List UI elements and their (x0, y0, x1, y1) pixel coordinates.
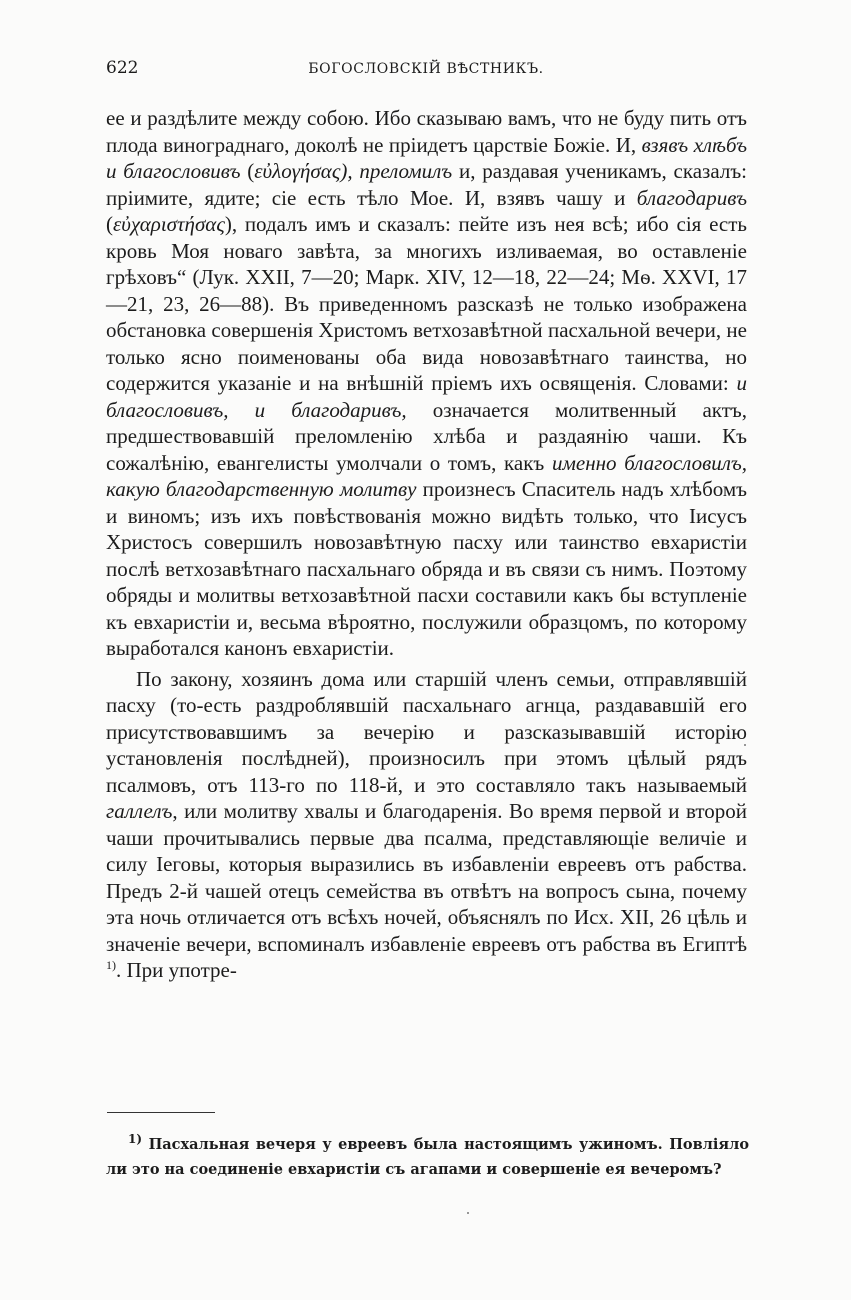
p1-text-3: и, раздавая ученикамъ, сказалъ: пріимите, ядите; сіе есть тѣло Мое. И, взявъ чашу и (106, 159, 748, 210)
p2-text-2: , или молитву хвалы и благодаренія. Во время первой и второй чаши прочитывались первые два псалма, представляющіе величіе и силу Іеговы, которыя выразились въ избавленіи евреевъ отъ рабства. Предъ 2-й чашей отецъ семейства въ отвѣтъ на вопросъ сына, почему эта ночь отличается отъ всѣхъ ночей, объяснялъ по Исх. XII, 26 цѣль и значеніе вечери, вспоминалъ избавленіе евреевъ отъ рабства въ Египтѣ (106, 799, 747, 956)
running-title: БОГОСЛОВСКІЙ ВѢСТНИКЪ. (308, 61, 544, 77)
p1-italic-1: взявъ хлѣбъ и благословивъ (106, 132, 747, 183)
paragraph-2 (106, 666, 747, 984)
footnote-reference[interactable]: 1) (106, 958, 116, 972)
p1-italic-3: благодаривъ (636, 185, 748, 210)
p2-text-1: По закону, хозяинъ дома или старшій членъ семьи, отправлявшій пасху (то-есть раздроблявшій пасхальнаго агнца, раздававшій его присутствовавшимъ за вечерію и разсказывавшій исторію установленія послѣдней), произносилъ при этомъ цѣлый рядъ псалмовъ, отъ 113-го по 118-й, и это составляло такъ называемый (106, 666, 747, 797)
footnote-text-block (106, 1132, 749, 1182)
p1-italic-4: εὐχαριστήσας (113, 212, 225, 236)
p1-text-1: ее и раздѣлите между собою. Ибо сказываю вамъ, что не буду пить отъ плода винограднаго, доколѣ не пріидетъ царствіе Божіе. И, (106, 106, 747, 157)
scan-speck (744, 744, 746, 746)
p1-text-6: означается молитвенный актъ, предшествовавшій преломленію хлѣба и раздаянію чаши. Къ сожалѣнію, евангелисты умолчали о томъ, какъ (106, 397, 747, 475)
p1-italic-6: именно благословилъ, какую благодарственную молитву (106, 450, 748, 501)
p1-italic-5: и благословивъ, и благодаривъ, (106, 371, 748, 422)
p2-text-3: . При употре- (116, 958, 237, 982)
page-number: 622 (106, 58, 139, 78)
paragraph-1 (106, 105, 747, 662)
p2-italic-1: галлелъ (106, 799, 173, 823)
p1-text-5: ), подалъ имъ и сказалъ: пейте изъ нея всѣ; ибо сія есть кровь Моя новаго завѣта, за многихъ изливаемая, во оставленіе грѣховъ“ (Лук. XXII, 7—20; Марк. XIV, 12—18, 22—24; Мѳ. XXVI, 17—21, 23, 26—88). Въ приведенномъ разсказѣ не только изображена обстановка совершенія Христомъ ветхозавѣтной пасхальной вечери, не только ясно поименованы оба вида новозавѣтнаго таинства, но содержится указаніе и на внѣшній пріемъ ихъ освященія. Словами: (106, 212, 747, 395)
footnote-marker: 1) (128, 1132, 143, 1147)
p1-text-4: ( (106, 212, 113, 236)
page-header (106, 58, 746, 82)
footnote (106, 1132, 749, 1182)
main-text (106, 105, 747, 984)
scan-speck (467, 1212, 469, 1214)
p1-text-7: произнесъ Спаситель надъ хлѣбомъ и виномъ; изъ ихъ повѣствованія можно видѣть только, что Іисусъ Христосъ совершилъ новозавѣтную пасху или таинство евхаристіи послѣ ветхозавѣтнаго пасхальнаго обряда и въ связи съ нимъ. Поэтому обряды и молитвы ветхозавѣтной пасхи составили какъ бы вступленіе къ евхаристіи и, весьма вѣроятно, послужили образцомъ, по которому выработался канонъ евхаристіи. (106, 477, 748, 660)
footnote-text: Пасхальная вечеря у евреевъ была настоящимъ ужиномъ. Повліяло ли это на соединеніе евхаристіи съ агапами и совершеніе ея вечеромъ? (106, 1136, 749, 1178)
p1-italic-2: εὐλογήσας), преломилъ (254, 159, 453, 183)
footnote-divider (107, 1112, 215, 1113)
p1-text-2: ( (247, 159, 255, 183)
